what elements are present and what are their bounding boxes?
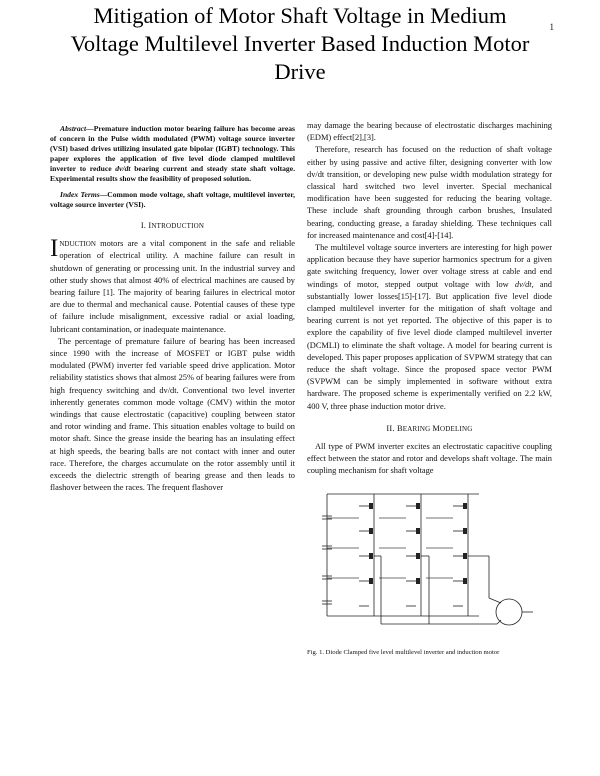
left-column [50, 124, 295, 494]
abstract-dvdt: dv/dt [115, 164, 131, 173]
section-heading-bearing-modeling: II. BEARING MODELING [386, 423, 473, 433]
paragraph-continued: may damage the bearing because of electrostatic discharges machining (EDM) effect[2],[3]. [307, 121, 552, 143]
abstract-dash: — [86, 124, 94, 133]
switch-markers [369, 503, 467, 584]
figure-caption: Fig. 1. Diode Clamped five level multilevel inverter and induction motor [307, 648, 500, 656]
abstract-text-end: bearing current and steady state shaft voltage. Experimental results show the feasibility of proposed solution. [50, 164, 295, 183]
abstract [50, 124, 295, 184]
clamp-diodes [327, 518, 453, 578]
paragraph-multilevel: The multilevel voltage source inverters are interesting for high power application because they have superior harmonics spectrum for a given gate switching frequency, lower over voltage stress at cable and end windings of motor, stepped output voltage with low dv/dt, and substantially lower losses[15]-[17]. But application five level diode clamped multilevel inverter for the mitigation of shaft voltage and bearing current is not yet reported. The objective of this paper is to explore the capability of five level diode clamped multilevel inverter (DCMLI) to eliminate the shaft voltage. A model for bearing current is developed. This paper proposes application of SVPWM strategy that can reduce the shaft voltage. Since the proposed space vector PWM (SVPWM can be simply implemented in software without extra hardware. The proposed scheme is experimentally verified on 2.2 kW, 400 V, three phase induction motor drive. [307, 243, 552, 411]
drop-cap-rest: NDUCTION [59, 240, 96, 249]
right-column [307, 120, 552, 657]
intro-paragraph-1: INDUCTION motors are a vital component in the safe and reliable operation of electrical utility. A machine failure can result in shutdown of generating or processing unit. In the industrial survey and other study shows that almost 40% of electrical machines are caused by bearing failure [1]. The majority of bearing failures in electrical motor are due to thermal and mechanical cause. Potential causes of these type of failure include misalignment, excessive radial or axial loading, lubricant contamination, or inadequate maintenance. [50, 235, 295, 334]
section-heading-introduction: I. INTRODUCTION [140, 221, 205, 230]
paragraph-research: Therefore, research has focused on the reduction of shaft voltage either by using passive and active filter, designing converter with low dv/dt transition, or developing new pulse width modulation strategy for classical hard switched two level inverter. Special mechanical modification have been suggested for reducing the bearing voltage. These include shaft grounding through carbon brushes, Insulated bearing, conducting grease, a faraday shielding. These techniques call for increased maintenance and cost[4]-[14]. [307, 145, 552, 240]
abstract-label: Abstract [60, 124, 87, 133]
index-terms [50, 190, 295, 210]
index-terms-text: —Common mode voltage, shaft voltage, multilevel inverter, voltage source inverter (VSI). [50, 190, 295, 209]
paper-title: Mitigation of Motor Shaft Voltage in Medium Voltage Multilevel Inverter Based Induction Motor Drive [70, 3, 530, 84]
intro-paragraph-2: The percentage of premature failure of bearing has been increased since 1990 with the increase of MOSFET or IGBT pulse width modulated (PWM) inverter fed variable speed drive application. Motor reliability statistics shows that almost 25% of bearing failures were from high frequency switching and dv/dt. Conventional two level inverter inherently generates common mode voltage (CMV) within the motor windings that cause electrostatic (capacitive) coupling between stator and rotor winding and frame. This situation enables voltage to build on motor shaft. Since the grease inside the bearing has an insulating effect at high speeds, the bearing balls are not contact with inner and outer race. Therefore, the charges accumulate on the rotor assembly until it exceeds the dielectric strength of bearing grease and then leads to flashover between the races. The frequent flashover [50, 336, 295, 493]
output-lines [374, 556, 497, 624]
drop-cap: I [50, 235, 59, 263]
abstract-text: Premature induction motor bearing failure has become areas of concern in the Pulse width modulated (PWM) voltage source inverter (VSI) based drives utilizing insulated gate bipolar (IGBT) technology. This paper explores the application of five level diode clamped multilevel inverter to reduce [50, 124, 295, 173]
index-terms-label: Index Terms [60, 190, 100, 199]
inverter-circuit-diagram [319, 486, 541, 634]
paragraph-pwm: All type of PWM inverter excites an electrostatic capacitive coupling effect between the stator and rotor and develops shaft voltage. The main coupling mechanism for shaft voltage [307, 442, 552, 476]
page-number: 1 [549, 22, 554, 32]
